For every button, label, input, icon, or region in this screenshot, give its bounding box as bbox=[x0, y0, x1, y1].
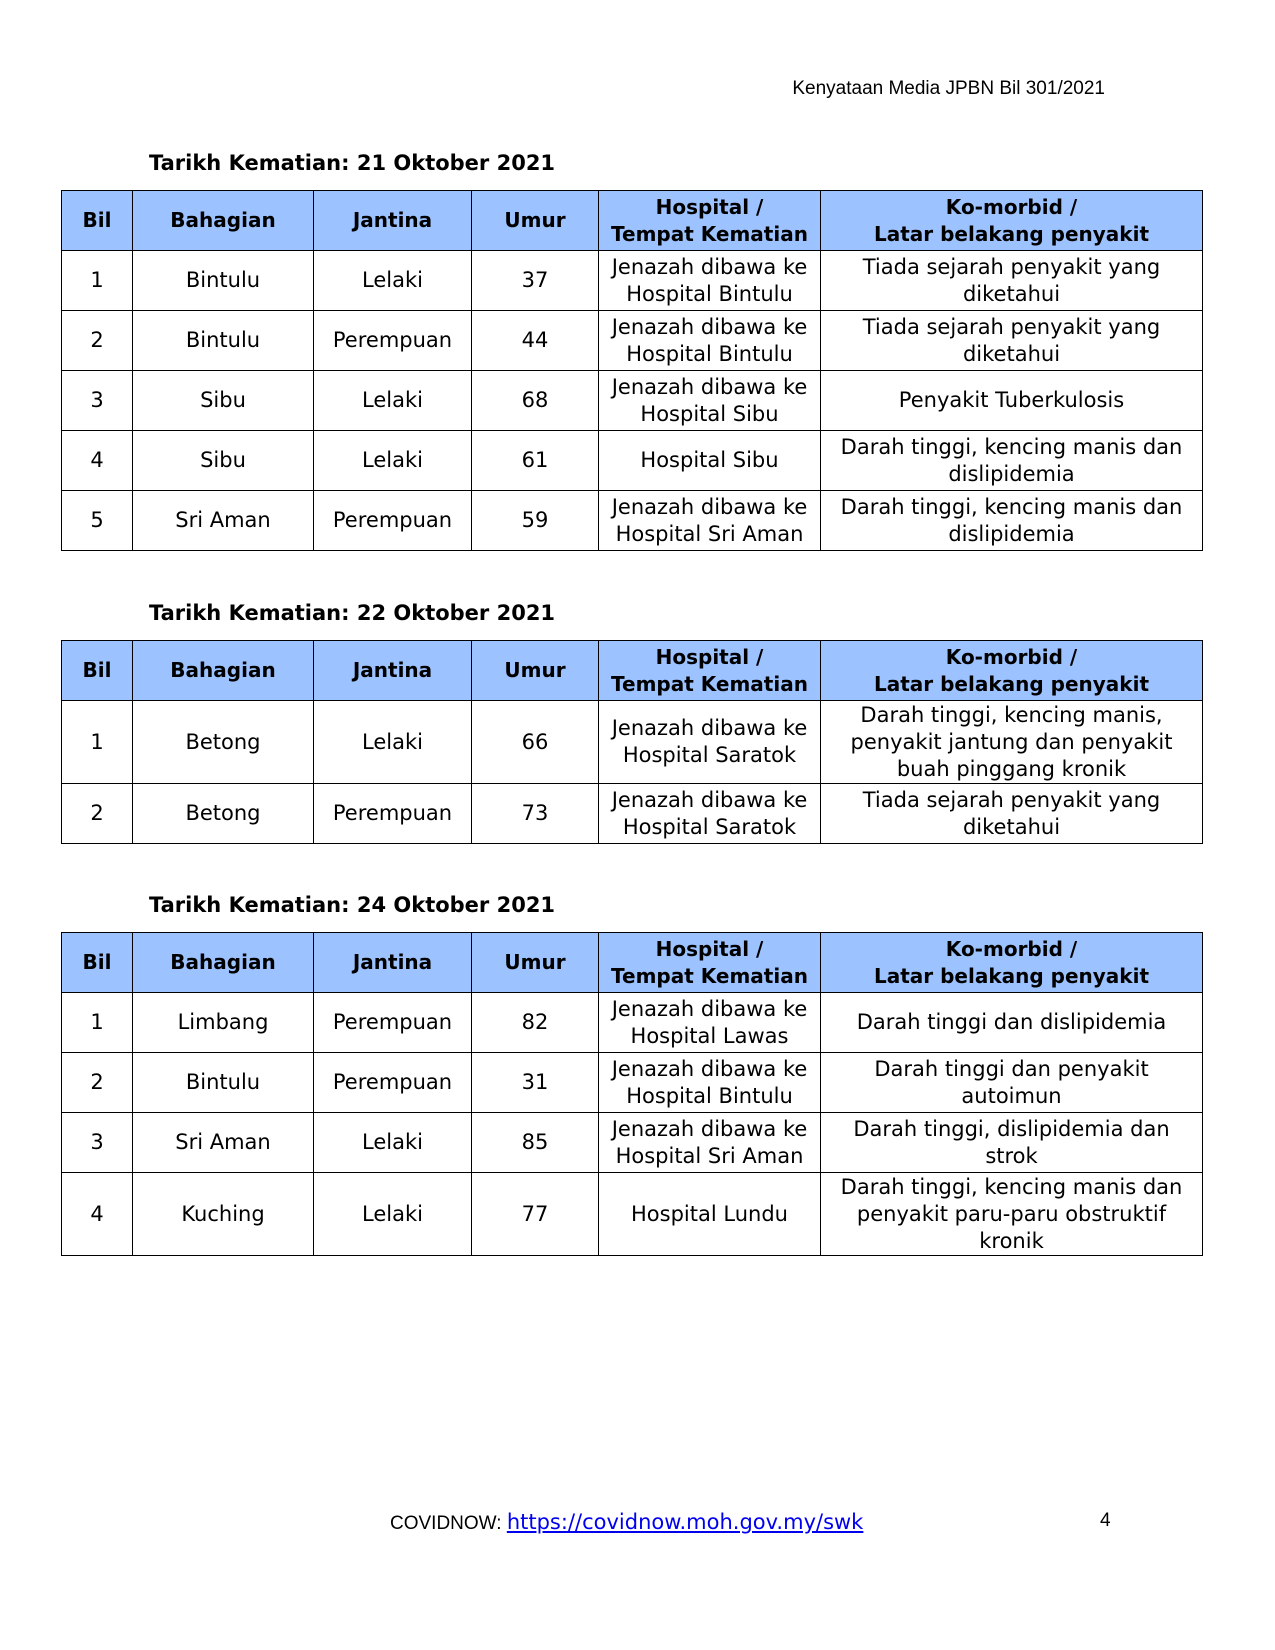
hospital-line1: Jenazah dibawa ke bbox=[611, 787, 808, 812]
komorbid-line1: Tiada sejarah penyakit yang bbox=[862, 314, 1161, 339]
komorbid-line1: Tiada sejarah penyakit yang bbox=[862, 787, 1161, 812]
cell-komorbid bbox=[821, 1053, 1203, 1113]
cell-bil: 3 bbox=[62, 1113, 133, 1173]
komorbid-line2: strok bbox=[985, 1143, 1038, 1168]
cell-jantina: Lelaki bbox=[314, 1173, 472, 1256]
deaths-table bbox=[61, 932, 1203, 1256]
cell-komorbid bbox=[821, 701, 1203, 784]
cell-bil: 1 bbox=[62, 993, 133, 1053]
cell-umur: 31 bbox=[472, 1053, 599, 1113]
cell-hospital bbox=[599, 371, 821, 431]
komorbid-line1: Darah tinggi dan dislipidemia bbox=[856, 1010, 1167, 1034]
header-komorbid-line1: Ko-morbid / bbox=[945, 644, 1078, 669]
cell-bahagian: Kuching bbox=[133, 1173, 314, 1256]
cell-komorbid bbox=[821, 491, 1203, 551]
hospital-line1: Hospital Sibu bbox=[640, 448, 779, 472]
komorbid-line2: dislipidemia bbox=[948, 461, 1075, 486]
header-hospital-line1: Hospital / bbox=[655, 936, 764, 961]
cell-hospital bbox=[599, 431, 821, 491]
cell-umur: 73 bbox=[472, 784, 599, 844]
cell-bil: 1 bbox=[62, 251, 133, 311]
header-umur: Umur bbox=[472, 933, 599, 993]
komorbid-line1: Darah tinggi, kencing manis, bbox=[860, 702, 1163, 727]
header-bil: Bil bbox=[62, 191, 133, 251]
header-bahagian: Bahagian bbox=[133, 933, 314, 993]
cell-hospital bbox=[599, 251, 821, 311]
cell-jantina: Perempuan bbox=[314, 784, 472, 844]
cell-komorbid bbox=[821, 311, 1203, 371]
cell-bahagian: Bintulu bbox=[133, 311, 314, 371]
deaths-table bbox=[61, 640, 1203, 844]
header-komorbid-line2: Latar belakang penyakit bbox=[873, 671, 1150, 696]
header-komorbid-line2: Latar belakang penyakit bbox=[873, 221, 1150, 246]
komorbid-line2: autoimun bbox=[961, 1083, 1062, 1108]
header-hospital bbox=[599, 641, 821, 701]
section-title: Tarikh Kematian: 22 Oktober 2021 bbox=[149, 601, 556, 625]
header-komorbid-line1: Ko-morbid / bbox=[945, 936, 1078, 961]
cell-jantina: Lelaki bbox=[314, 371, 472, 431]
komorbid-line1: Darah tinggi, dislipidemia dan bbox=[853, 1116, 1170, 1141]
header-komorbid-line1: Ko-morbid / bbox=[945, 194, 1078, 219]
hospital-line1: Hospital Lundu bbox=[631, 1201, 788, 1226]
cell-bahagian: Betong bbox=[133, 784, 314, 844]
hospital-line1: Jenazah dibawa ke bbox=[611, 494, 808, 519]
cell-bil: 2 bbox=[62, 311, 133, 371]
header-bil: Bil bbox=[62, 933, 133, 993]
komorbid-line3: kronik bbox=[979, 1228, 1044, 1253]
cell-hospital bbox=[599, 311, 821, 371]
header-jantina: Jantina bbox=[314, 933, 472, 993]
page-number: 4 bbox=[1100, 1510, 1111, 1531]
cell-bahagian: Bintulu bbox=[133, 1053, 314, 1113]
table-row bbox=[62, 1053, 1203, 1113]
cell-bil: 2 bbox=[62, 784, 133, 844]
hospital-line2: Hospital Bintulu bbox=[626, 341, 793, 366]
document-reference: Kenyataan Media JPBN Bil 301/2021 bbox=[792, 78, 1105, 99]
header-komorbid bbox=[821, 641, 1203, 701]
table-row bbox=[62, 431, 1203, 491]
cell-umur: 59 bbox=[472, 491, 599, 551]
komorbid-line1: Darah tinggi, kencing manis dan bbox=[840, 434, 1183, 459]
komorbid-line1: Darah tinggi, kencing manis dan bbox=[840, 494, 1183, 519]
header-bil: Bil bbox=[62, 641, 133, 701]
cell-bahagian: Sibu bbox=[133, 431, 314, 491]
cell-hospital bbox=[599, 491, 821, 551]
table-row bbox=[62, 371, 1203, 431]
cell-bahagian: Sri Aman bbox=[133, 1113, 314, 1173]
hospital-line2: Hospital Saratok bbox=[622, 814, 797, 839]
header-bahagian: Bahagian bbox=[133, 191, 314, 251]
cell-bil: 4 bbox=[62, 431, 133, 491]
table-header-row bbox=[62, 933, 1203, 993]
header-bahagian: Bahagian bbox=[133, 641, 314, 701]
komorbid-line1: Tiada sejarah penyakit yang bbox=[862, 254, 1161, 279]
cell-hospital bbox=[599, 701, 821, 784]
hospital-line1: Jenazah dibawa ke bbox=[611, 374, 808, 399]
cell-bahagian: Bintulu bbox=[133, 251, 314, 311]
deaths-table bbox=[61, 190, 1203, 551]
header-hospital bbox=[599, 933, 821, 993]
cell-bahagian: Limbang bbox=[133, 993, 314, 1053]
table-row bbox=[62, 1113, 1203, 1173]
hospital-line2: Hospital Bintulu bbox=[626, 281, 793, 306]
cell-hospital bbox=[599, 1173, 821, 1256]
cell-jantina: Perempuan bbox=[314, 311, 472, 371]
hospital-line1: Jenazah dibawa ke bbox=[611, 254, 808, 279]
cell-bahagian: Sri Aman bbox=[133, 491, 314, 551]
cell-umur: 77 bbox=[472, 1173, 599, 1256]
table-row bbox=[62, 311, 1203, 371]
header-hospital-line1: Hospital / bbox=[655, 644, 764, 669]
cell-jantina: Lelaki bbox=[314, 701, 472, 784]
cell-bahagian: Sibu bbox=[133, 371, 314, 431]
hospital-line2: Hospital Sri Aman bbox=[615, 1143, 804, 1168]
header-jantina: Jantina bbox=[314, 641, 472, 701]
hospital-line2: Hospital Saratok bbox=[622, 743, 797, 767]
komorbid-line2: penyakit jantung dan penyakit bbox=[850, 729, 1173, 754]
cell-hospital bbox=[599, 993, 821, 1053]
header-komorbid bbox=[821, 933, 1203, 993]
table-row bbox=[62, 491, 1203, 551]
cell-jantina: Perempuan bbox=[314, 491, 472, 551]
cell-bil: 4 bbox=[62, 1173, 133, 1256]
header-jantina: Jantina bbox=[314, 191, 472, 251]
komorbid-line2: penyakit paru-paru obstruktif bbox=[856, 1201, 1167, 1226]
cell-bil: 1 bbox=[62, 701, 133, 784]
cell-komorbid bbox=[821, 251, 1203, 311]
cell-jantina: Lelaki bbox=[314, 1113, 472, 1173]
komorbid-line2: dislipidemia bbox=[948, 521, 1075, 546]
section-title: Tarikh Kematian: 24 Oktober 2021 bbox=[149, 893, 556, 917]
header-hospital-line2: Tempat Kematian bbox=[611, 963, 808, 988]
table-row bbox=[62, 993, 1203, 1053]
cell-hospital bbox=[599, 1113, 821, 1173]
hospital-line1: Jenazah dibawa ke bbox=[611, 996, 808, 1021]
cell-jantina: Lelaki bbox=[314, 431, 472, 491]
cell-jantina: Perempuan bbox=[314, 993, 472, 1053]
header-umur: Umur bbox=[472, 191, 599, 251]
cell-umur: 66 bbox=[472, 701, 599, 784]
hospital-line1: Jenazah dibawa ke bbox=[611, 716, 808, 740]
komorbid-line2: diketahui bbox=[962, 281, 1061, 306]
cell-bil: 2 bbox=[62, 1053, 133, 1113]
hospital-line2: Hospital Lawas bbox=[630, 1023, 789, 1048]
header-hospital-line1: Hospital / bbox=[655, 194, 764, 219]
hospital-line2: Hospital Sri Aman bbox=[615, 521, 804, 546]
table-row bbox=[62, 251, 1203, 311]
cell-umur: 61 bbox=[472, 431, 599, 491]
table-header-row bbox=[62, 191, 1203, 251]
cell-umur: 68 bbox=[472, 371, 599, 431]
cell-komorbid bbox=[821, 784, 1203, 844]
cell-komorbid bbox=[821, 431, 1203, 491]
header-komorbid bbox=[821, 191, 1203, 251]
footer bbox=[390, 1510, 863, 1535]
footer-label: COVIDNOW: bbox=[390, 1513, 507, 1534]
cell-hospital bbox=[599, 784, 821, 844]
komorbid-line2: diketahui bbox=[962, 341, 1061, 366]
komorbid-line3: buah pinggang kronik bbox=[896, 756, 1127, 781]
cell-bil: 5 bbox=[62, 491, 133, 551]
cell-hospital bbox=[599, 1053, 821, 1113]
header-komorbid-line2: Latar belakang penyakit bbox=[873, 963, 1150, 988]
header-hospital bbox=[599, 191, 821, 251]
header-hospital-line2: Tempat Kematian bbox=[611, 221, 808, 246]
cell-jantina: Perempuan bbox=[314, 1053, 472, 1113]
cell-bahagian: Betong bbox=[133, 701, 314, 784]
cell-komorbid bbox=[821, 1113, 1203, 1173]
table-header-row bbox=[62, 641, 1203, 701]
cell-umur: 44 bbox=[472, 311, 599, 371]
komorbid-line1: Penyakit Tuberkulosis bbox=[898, 388, 1125, 412]
komorbid-line1: Darah tinggi dan penyakit bbox=[874, 1056, 1149, 1081]
cell-bil: 3 bbox=[62, 371, 133, 431]
cell-umur: 82 bbox=[472, 993, 599, 1053]
cell-komorbid bbox=[821, 371, 1203, 431]
table-row bbox=[62, 784, 1203, 844]
hospital-line2: Hospital Bintulu bbox=[626, 1083, 793, 1108]
header-hospital-line2: Tempat Kematian bbox=[611, 671, 808, 696]
hospital-line2: Hospital Sibu bbox=[640, 401, 779, 426]
komorbid-line2: diketahui bbox=[962, 814, 1061, 839]
hospital-line1: Jenazah dibawa ke bbox=[611, 1116, 808, 1141]
table-row bbox=[62, 1173, 1203, 1256]
cell-umur: 85 bbox=[472, 1113, 599, 1173]
header-umur: Umur bbox=[472, 641, 599, 701]
table-row bbox=[62, 701, 1203, 784]
cell-umur: 37 bbox=[472, 251, 599, 311]
cell-komorbid bbox=[821, 1173, 1203, 1256]
hospital-line1: Jenazah dibawa ke bbox=[611, 1056, 808, 1081]
komorbid-line1: Darah tinggi, kencing manis dan bbox=[840, 1174, 1183, 1199]
section-title: Tarikh Kematian: 21 Oktober 2021 bbox=[149, 151, 556, 175]
cell-jantina: Lelaki bbox=[314, 251, 472, 311]
cell-komorbid bbox=[821, 993, 1203, 1053]
hospital-line1: Jenazah dibawa ke bbox=[611, 314, 808, 339]
covidnow-link[interactable]: https://covidnow.moh.gov.my/swk bbox=[506, 1510, 864, 1534]
